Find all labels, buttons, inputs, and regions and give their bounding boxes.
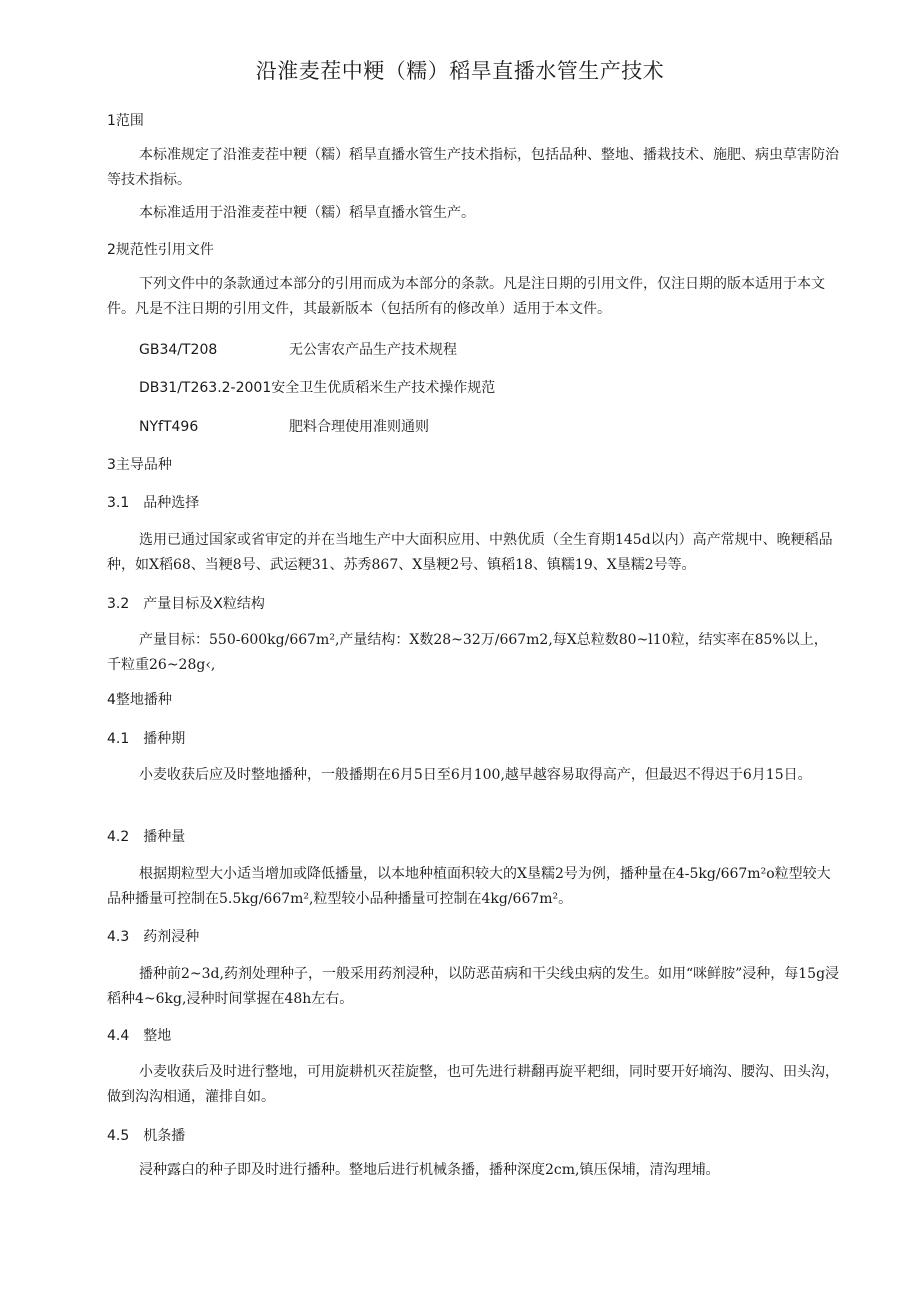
subsection-4-4-paragraph: 小麦收获后及时进行整地，可用旋耕机灭茬旋整，也可先进行耕翻再旋平耙细，同时要开好墒沟、腰沟、田头沟，做到沟沟相通，灌排自如。 [107, 1064, 839, 1105]
subsection-title: 品种选择 [143, 495, 200, 511]
subsection-number: 3.2 [107, 596, 130, 612]
section-2-heading: 2规范性引用文件 [107, 242, 214, 258]
subsection-number: 4.2 [107, 829, 130, 845]
section-1-paragraph-1: 本标准规定了沿淮麦茬中粳（糯）稻旱直播水管生产技术指标，包括品种、整地、播栽技术、施肥、病虫草害防治等技术指标。 [107, 147, 839, 188]
subsection-4-3-heading [107, 927, 199, 947]
subsection-number: 4.5 [107, 1128, 130, 1144]
subsection-3-1-heading [107, 493, 199, 513]
subsection-3-2-paragraph: 产量目标：550-600kg∕667m²,产量结构：X数28~32万∕667m2,每X总粒数80~l10粒，结实率在85%以上，千粒重26~28g‹, [107, 632, 828, 673]
subsection-4-1-paragraph: 小麦收获后应及时整地播种，一般播期在6月5日至6月100,越早越容易取得高产，但最迟不得迟于6月15日。 [139, 767, 812, 783]
subsection-3-1-paragraph: 选用已通过国家或省审定的并在当地生产中大面积应用、中熟优质（全生育期145d以内）高产常规中、晚粳稻品种，如X稻68、当粳8号、武运粳31、苏秀867、X垦粳2号、镇稻18、镇糯19、X垦糯2号等。 [107, 532, 833, 573]
reference-row [139, 378, 495, 398]
document-title: 沿淮麦茬中粳（糯）稻旱直播水管生产技术 [255, 59, 665, 83]
subsection-number: 4.3 [107, 929, 130, 945]
subsection-title: 产量目标及X粒结构 [143, 596, 265, 612]
subsection-number: 4.4 [107, 1028, 130, 1044]
subsection-4-2-paragraph: 根据期粒型大小适当增加或降低播量，以本地种植面积较大的X垦糯2号为例，播种量在4-5kg∕667m²o粒型较大品种播量可控制在5.5kg∕667m²,粒型较小品种播量可控制在4kg∕667m²。 [107, 866, 831, 907]
reference-name: 无公害农产品生产技术规程 [289, 342, 457, 358]
subsection-number: 4.1 [107, 731, 130, 747]
section-3-heading: 3主导品种 [107, 457, 172, 473]
subsection-title: 机条播 [143, 1128, 186, 1144]
subsection-4-5-heading [107, 1126, 185, 1146]
subsection-number: 3.1 [107, 495, 130, 511]
reference-row [139, 417, 429, 437]
subsection-4-3-paragraph: 播种前2~3d,药剂处理种子，一般采用药剂浸种，以防恶苗病和干尖线虫病的发生。如用“咪鲜胺”浸种，每15g浸稻种4~6kg,浸种时间掌握在48h左右。 [107, 966, 840, 1007]
subsection-4-4-heading [107, 1026, 171, 1046]
reference-name: 安全卫生优质稻米生产技术操作规范 [271, 380, 496, 396]
subsection-title: 药剂浸种 [143, 929, 200, 945]
reference-code: NYfT496 [139, 419, 199, 435]
reference-name: 肥料合理使用准则通则 [289, 419, 429, 435]
reference-row [139, 340, 457, 360]
section-1-paragraph-2: 本标准适用于沿淮麦茬中粳（糯）稻旱直播水管生产。 [139, 205, 475, 221]
subsection-3-2-heading [107, 594, 265, 614]
subsection-4-1-heading [107, 729, 185, 749]
section-1-heading: 1范围 [107, 113, 144, 129]
reference-code: DB31/T263.2-2001 [139, 380, 272, 396]
reference-code: GB34/T208 [139, 342, 218, 358]
subsection-title: 播种量 [143, 829, 186, 845]
subsection-title: 整地 [143, 1028, 172, 1044]
subsection-4-2-heading [107, 827, 185, 847]
subsection-4-5-paragraph: 浸种露白的种子即及时进行播种。整地后进行机械条播，播种深度2cm,镇压保埔，清沟理埔。 [139, 1162, 720, 1178]
subsection-title: 播种期 [143, 731, 186, 747]
section-4-heading: 4整地播种 [107, 692, 172, 708]
section-2-paragraph-1: 下列文件中的条款通过本部分的引用而成为本部分的条款。凡是注日期的引用文件，仅注日期的版本适用于本文件。凡是不注日期的引用文件，其最新版本（包括所有的修改单）适用于本文件。 [107, 276, 825, 317]
